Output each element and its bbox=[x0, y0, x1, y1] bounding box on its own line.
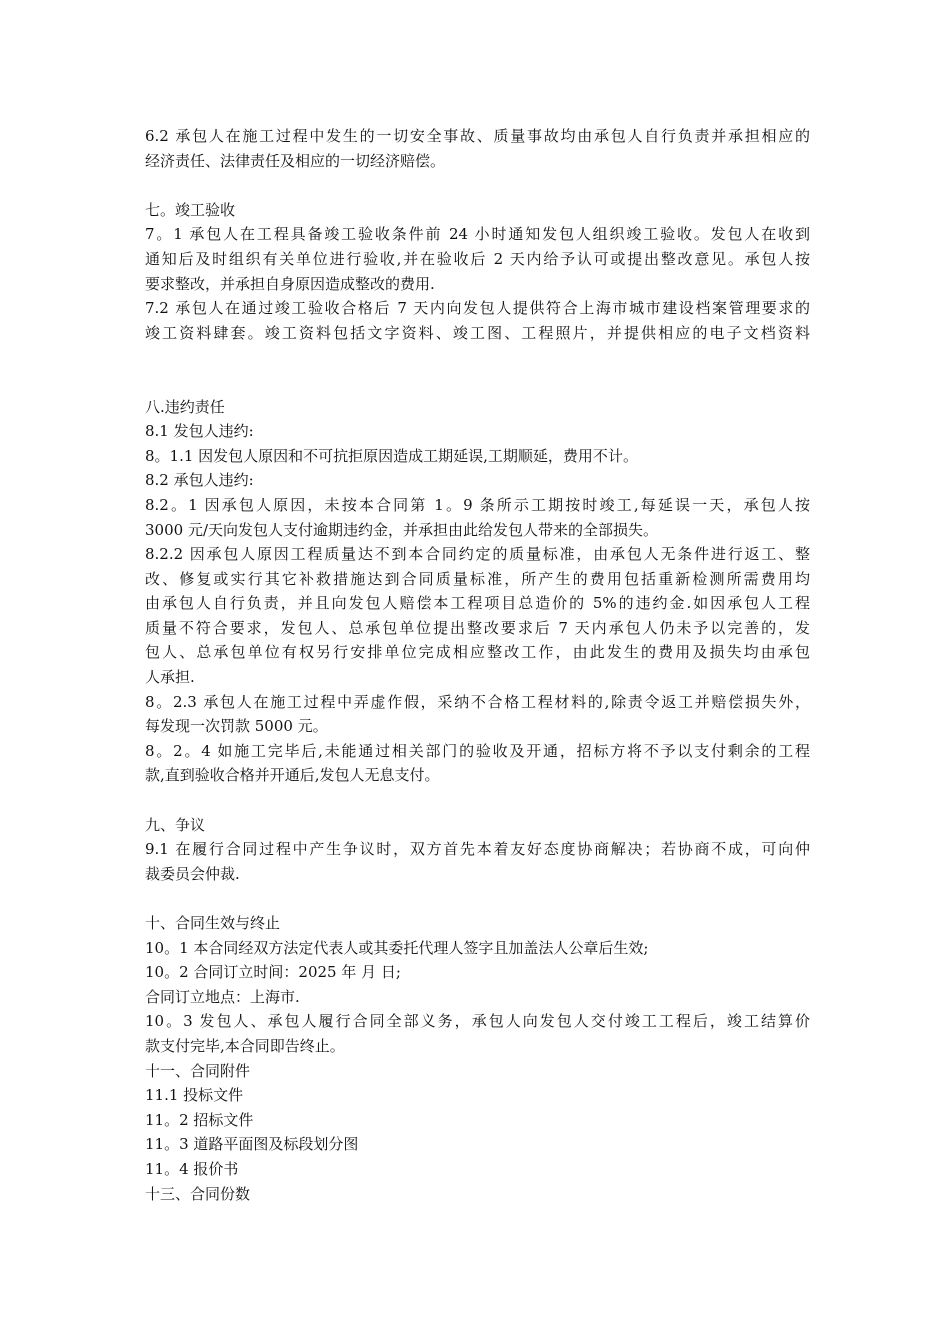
text-line: 7。1 承包人在工程具备竣工验收条件前 24 小时通知发包人组织竣工验收。发包人在收到 bbox=[145, 225, 810, 244]
text-line: 6.2 承包人在施工过程中发生的一切安全事故、质量事故均由承包人自行负责并承担相应的 bbox=[145, 127, 810, 145]
section-heading: 十、合同生效与终止 bbox=[145, 914, 281, 932]
text-line: 通知后及时组织有关单位进行验收,并在验收后 2 天内给予认可或提出整改意见。承包人按 bbox=[145, 249, 810, 268]
blank-line bbox=[145, 173, 810, 198]
text-line: 9.1 在履行合同过程中产生争议时，双方首先本着友好态度协商解决；若协商不成，可向仲 bbox=[145, 840, 810, 859]
text-line: 由承包人自行负责，并且向发包人赔偿本工程项目总造价的 5%的违约金.如因承包人工程 bbox=[145, 594, 810, 613]
text-line: 经济责任、法律责任及相应的一切经济赔偿。 bbox=[145, 151, 446, 170]
text-line: 11。4 报价书 bbox=[145, 1159, 239, 1178]
text-line: 10。3 发包人、承包人履行合同全部义务，承包人向发包人交付竣工工程后，竣工结算价 bbox=[145, 1012, 810, 1031]
text-line: 10。1 本合同经双方法定代表人或其委托代理人签字且加盖法人公章后生效; bbox=[145, 938, 649, 957]
text-line: 每发现一次罚款 5000 元。 bbox=[145, 717, 328, 736]
text-line: 3000 元/天向发包人支付逾期违约金，并承担由此给发包人带来的全部损失。 bbox=[145, 520, 658, 539]
text-line: 8.2.2 因承包人原因工程质量达不到本合同约定的质量标准，由承包人无条件进行返工、整 bbox=[145, 545, 810, 564]
text-line: 11.1 投标文件 bbox=[145, 1086, 244, 1105]
section-heading: 十三、合同份数 bbox=[145, 1184, 251, 1203]
text-line: 8。1.1 因发包人原因和不可抗拒原因造成工期延误,工期顺延，费用不计。 bbox=[145, 446, 638, 465]
section-heading: 七。竣工验收 bbox=[145, 200, 236, 219]
text-line: 包人、总承包单位有权另行安排单位完成相应整改工作，由此发生的费用及损失均由承包 bbox=[145, 643, 810, 662]
text-line: 竣工资料肆套。竣工资料包括文字资料、竣工图、工程照片，并提供相应的电子文档资料 bbox=[145, 323, 810, 342]
text-line: 合同订立地点：上海市. bbox=[145, 987, 300, 1006]
text-line: 8.2。1 因承包人原因，未按本合同第 1。9 条所示工期按时竣工,每延误一天，承包人按 bbox=[145, 495, 810, 514]
document-body bbox=[145, 124, 810, 1206]
section-heading: 十一、合同附件 bbox=[145, 1061, 251, 1080]
text-line: 8.1 发包人违约: bbox=[145, 422, 254, 441]
blank-line bbox=[145, 370, 810, 395]
text-line: 裁委员会仲裁. bbox=[145, 864, 240, 883]
text-line: 质量不符合要求，发包人、总承包单位提出整改要求后 7 天内承包人仍未予以完善的，发 bbox=[145, 618, 810, 637]
text-line: 人承担. bbox=[145, 668, 195, 687]
text-line: 8。2。4 如施工完毕后,未能通过相关部门的验收及开通，招标方将不予以支付剩余的工程 bbox=[145, 741, 810, 760]
text-line: 款,直到验收合格并开通后,发包人无息支付。 bbox=[145, 766, 440, 785]
blank-line bbox=[145, 886, 810, 911]
text-line: 10。2 合同订立时间：2025 年 月 日; bbox=[145, 963, 401, 982]
text-line: 8。2.3 承包人在施工过程中弄虚作假，采纳不合格工程材料的,除责令返工并赔偿损失外， bbox=[145, 692, 810, 711]
text-line: 要求整改，并承担自身原因造成整改的费用. bbox=[145, 274, 435, 293]
text-line: 改、修复或实行其它补救措施达到合同质量标准，所产生的费用包括重新检测所需费用均 bbox=[145, 569, 810, 588]
blank-line bbox=[145, 345, 810, 370]
text-line: 11。2 招标文件 bbox=[145, 1110, 254, 1129]
text-line: 款支付完毕,本合同即告终止。 bbox=[145, 1036, 345, 1055]
section-heading: 八.违约责任 bbox=[145, 397, 225, 416]
blank-line bbox=[145, 788, 810, 813]
text-line: 8.2 承包人违约: bbox=[145, 471, 254, 490]
text-line: 11。3 道路平面图及标段划分图 bbox=[145, 1135, 359, 1154]
text-line: 7.2 承包人在通过竣工验收合格后 7 天内向发包人提供符合上海市城市建设档案管理要求的 bbox=[145, 299, 810, 318]
section-heading: 九、争议 bbox=[145, 815, 206, 834]
